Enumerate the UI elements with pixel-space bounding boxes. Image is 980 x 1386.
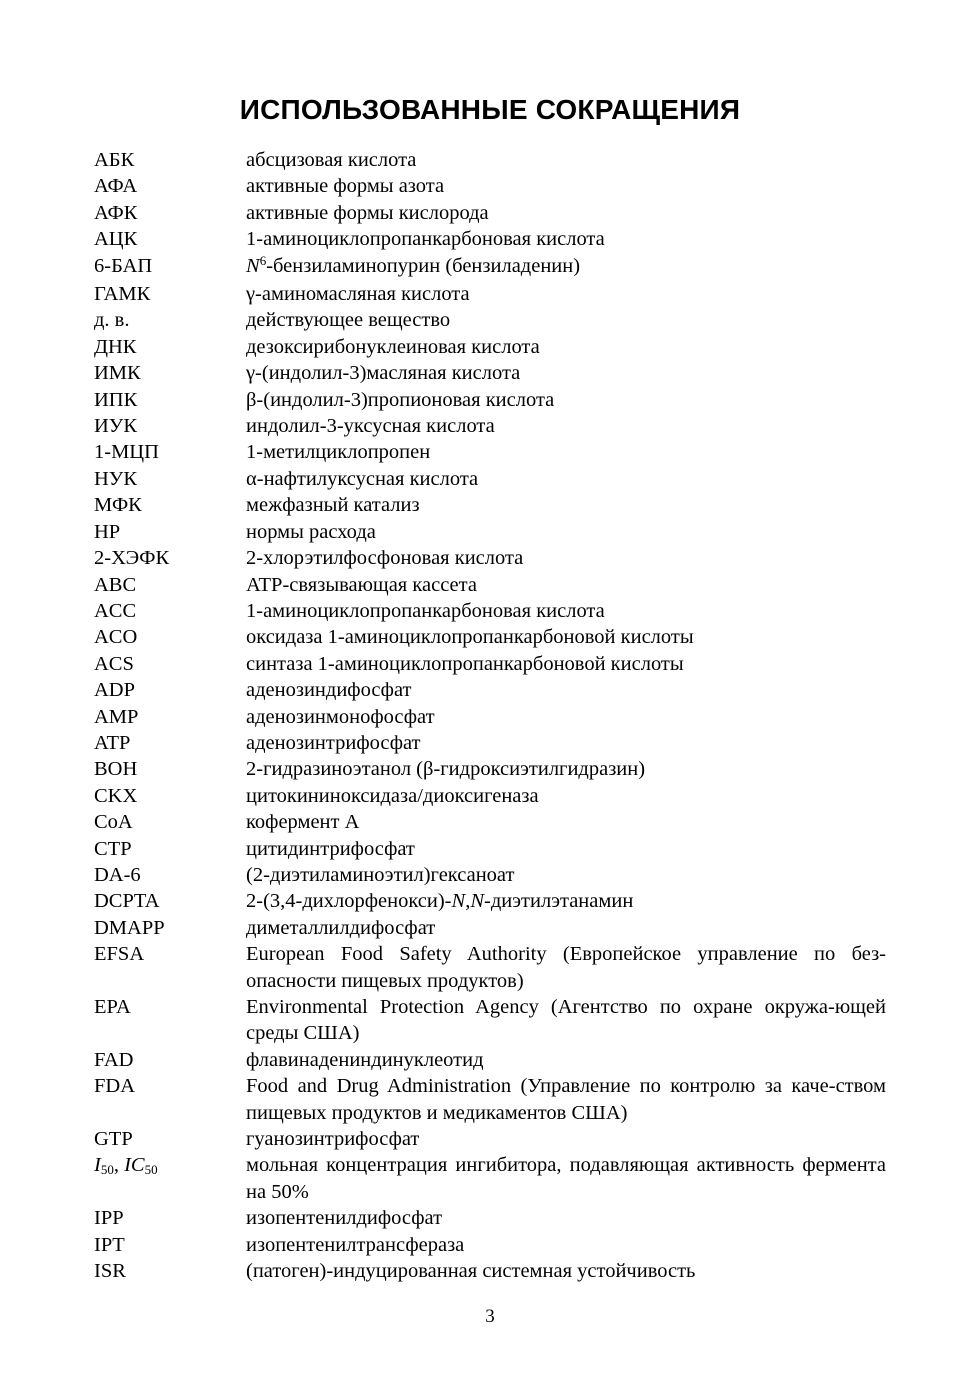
abbreviation-term: 6-БАП (94, 254, 153, 277)
abbreviation-definition: активные формы азота (246, 175, 445, 198)
abbreviation-row (94, 836, 886, 862)
abbreviation-term: $I_{50}$, $IC_{50}$ (94, 1154, 158, 1178)
abbreviation-definition: оксидаза 1-аминоциклопропанкарбоновой кислоты (246, 626, 694, 649)
abbreviation-term: 1-МЦП (94, 441, 159, 464)
abbreviation-row (94, 545, 886, 571)
abbreviation-term: ИУК (94, 415, 137, 438)
abbreviation-definition: γ-аминомасляная кислота (246, 283, 470, 306)
abbreviation-definition: активные формы кислорода (246, 201, 489, 224)
abbreviation-row (94, 1205, 886, 1231)
abbreviation-row (94, 941, 886, 994)
abbreviation-definition: изопентенилдифосфат (246, 1207, 443, 1230)
abbreviation-row (94, 862, 886, 888)
abbreviation-term: IPT (94, 1233, 125, 1256)
abbreviation-term: ИМК (94, 362, 141, 385)
abbreviation-definition: кофермент А (246, 811, 360, 834)
abbreviation-row (94, 334, 886, 360)
abbreviation-term: ATP (94, 731, 131, 754)
abbreviation-term: ADP (94, 679, 136, 702)
abbreviation-row (94, 307, 886, 333)
abbreviation-definition: γ-(индолил-3)масляная кислота (246, 362, 521, 385)
abbreviation-term: ACS (94, 652, 134, 675)
abbreviation-definition: 2-гидразиноэтанол (β-гидроксиэтилгидразин) (246, 758, 646, 781)
abbreviation-row (94, 173, 886, 199)
abbreviation-row (94, 226, 886, 252)
abbreviation-row (94, 809, 886, 835)
abbreviation-term: DA-6 (94, 863, 141, 886)
abbreviation-term: ГАМК (94, 283, 151, 306)
abbreviation-term: DMAPP (94, 916, 165, 939)
abbreviation-term: GTP (94, 1128, 133, 1151)
abbreviation-definition: гуанозинтрифосфат (246, 1128, 420, 1151)
abbreviation-definition: нормы расхода (246, 520, 376, 543)
abbreviation-row (94, 677, 886, 703)
abbreviation-definition: $N^6$-бензиламинопурин (бензиладенин) (246, 252, 581, 277)
abbreviation-definition: цитидинтрифосфат (246, 837, 415, 860)
abbreviation-term: МФК (94, 494, 142, 517)
abbreviation-term: ABC (94, 573, 137, 596)
abbreviation-term: 2-ХЭФК (94, 547, 170, 570)
abbreviation-term: CKX (94, 784, 138, 807)
abbreviation-definition: 1-метилциклопропен (246, 441, 431, 464)
abbreviation-row (94, 439, 886, 465)
abbreviation-row (94, 888, 886, 914)
abbreviation-definition: аденозинтрифосфат (246, 731, 421, 754)
abbreviation-row (94, 730, 886, 756)
abbreviation-term: АБК (94, 149, 135, 171)
abbreviation-definition: ATP-связывающая кассета (246, 573, 477, 596)
abbreviation-term: EPA (94, 996, 131, 1018)
abbreviation-row (94, 704, 886, 730)
abbreviation-definition: межфазный катализ (246, 494, 420, 517)
abbreviation-row (94, 572, 886, 598)
abbreviation-term: АЦК (94, 228, 138, 251)
abbreviation-list (94, 147, 886, 1284)
abbreviation-term: IPP (94, 1207, 124, 1230)
abbreviation-row (94, 1152, 886, 1205)
abbreviation-definition: абсцизовая кислота (246, 149, 417, 171)
abbreviation-definition: European Food Safety Authority (Европейское управление по без-опасности пищевых продуктов) (246, 943, 886, 992)
abbreviation-term: ACC (94, 599, 137, 622)
abbreviation-definition: 1-аминоциклопропанкарбоновая кислота (246, 599, 605, 622)
abbreviation-row (94, 519, 886, 545)
abbreviation-definition: Environmental Protection Agency (Агентство по охране окружа-ющей среды США) (246, 996, 886, 1045)
abbreviation-term: ACO (94, 626, 138, 649)
abbreviation-term: EFSA (94, 943, 145, 966)
abbreviation-definition: α-нафтилуксусная кислота (246, 467, 479, 490)
abbreviation-term: ISR (94, 1260, 126, 1283)
abbreviation-term: BOH (94, 758, 138, 781)
abbreviation-term: CoA (94, 811, 133, 834)
abbreviation-definition: 2-(3,4-дихлорфенокси)-N,N-диэтилэтанамин (246, 890, 634, 913)
abbreviation-definition: флавинадениндинуклеотид (246, 1048, 484, 1071)
abbreviation-term: ДНК (94, 335, 137, 358)
page-number: 3 (485, 1306, 495, 1327)
abbreviation-row (94, 994, 886, 1047)
abbreviation-definition: аденозинмонофосфат (246, 705, 435, 728)
abbreviation-row (94, 651, 886, 677)
abbreviation-term: CTP (94, 837, 132, 860)
abbreviation-row (94, 624, 886, 650)
abbreviation-row (94, 1258, 886, 1284)
abbreviation-row (94, 492, 886, 518)
abbreviation-term: FDA (94, 1075, 136, 1098)
abbreviation-term: АФК (94, 201, 138, 224)
abbreviation-definition: 1-аминоциклопропанкарбоновая кислота (246, 228, 605, 251)
abbreviation-definition: изопентенилтрансфераза (246, 1233, 465, 1256)
abbreviation-row (94, 413, 886, 439)
abbreviation-definition: мольная концентрация ингибитора, подавляющая активность фермента на 50% (246, 1154, 886, 1203)
abbreviation-term: DCPTA (94, 890, 160, 913)
abbreviation-row (94, 1126, 886, 1152)
abbreviation-definition: индолил-3-уксусная кислота (246, 415, 495, 438)
abbreviation-row (94, 360, 886, 386)
abbreviation-row (94, 466, 886, 492)
abbreviation-term: НР (94, 520, 121, 543)
abbreviation-row (94, 387, 886, 413)
abbreviation-row (94, 200, 886, 226)
abbreviation-term: НУК (94, 467, 137, 490)
abbreviation-definition: (патоген)-индуцированная системная устойчивость (246, 1260, 696, 1283)
abbreviation-row (94, 756, 886, 782)
abbreviation-definition: дезоксирибонуклеиновая кислота (246, 335, 540, 358)
abbreviation-term: д. в. (94, 309, 130, 332)
abbreviation-row (94, 783, 886, 809)
abbreviation-definition: Food and Drug Administration (Управление по контролю за каче-ством пищевых продуктов и медикаментов США) (246, 1075, 886, 1124)
abbreviation-row (94, 1047, 886, 1073)
abbreviation-definition: аденозиндифосфат (246, 679, 412, 702)
abbreviation-definition: (2-диэтиламиноэтил)гексаноат (246, 863, 515, 886)
abbreviation-row (94, 281, 886, 307)
abbreviation-definition: синтаза 1-аминоциклопропанкарбоновой кислоты (246, 652, 684, 675)
abbreviation-row (94, 147, 886, 173)
abbreviation-definition: действующее вещество (246, 309, 451, 332)
abbreviation-term: AMP (94, 705, 139, 728)
abbreviation-row (94, 915, 886, 941)
abbreviation-row (94, 598, 886, 624)
abbreviation-row (94, 1232, 886, 1258)
abbreviation-definition: 2-хлорэтилфосфоновая кислота (246, 547, 524, 570)
abbreviation-definition: диметаллилдифосфат (246, 916, 436, 939)
abbreviation-term: ИПК (94, 388, 138, 411)
abbreviation-row (94, 1073, 886, 1126)
page-title: ИСПОЛЬЗОВАННЫЕ СОКРАЩЕНИЯ (239, 94, 741, 125)
abbreviation-term: FAD (94, 1048, 134, 1071)
abbreviation-term: АФА (94, 175, 138, 198)
abbreviation-definition: β-(индолил-3)пропионовая кислота (246, 388, 555, 411)
abbreviation-row (94, 253, 886, 281)
abbreviation-definition: цитокининоксидаза/диоксигеназа (246, 784, 539, 807)
